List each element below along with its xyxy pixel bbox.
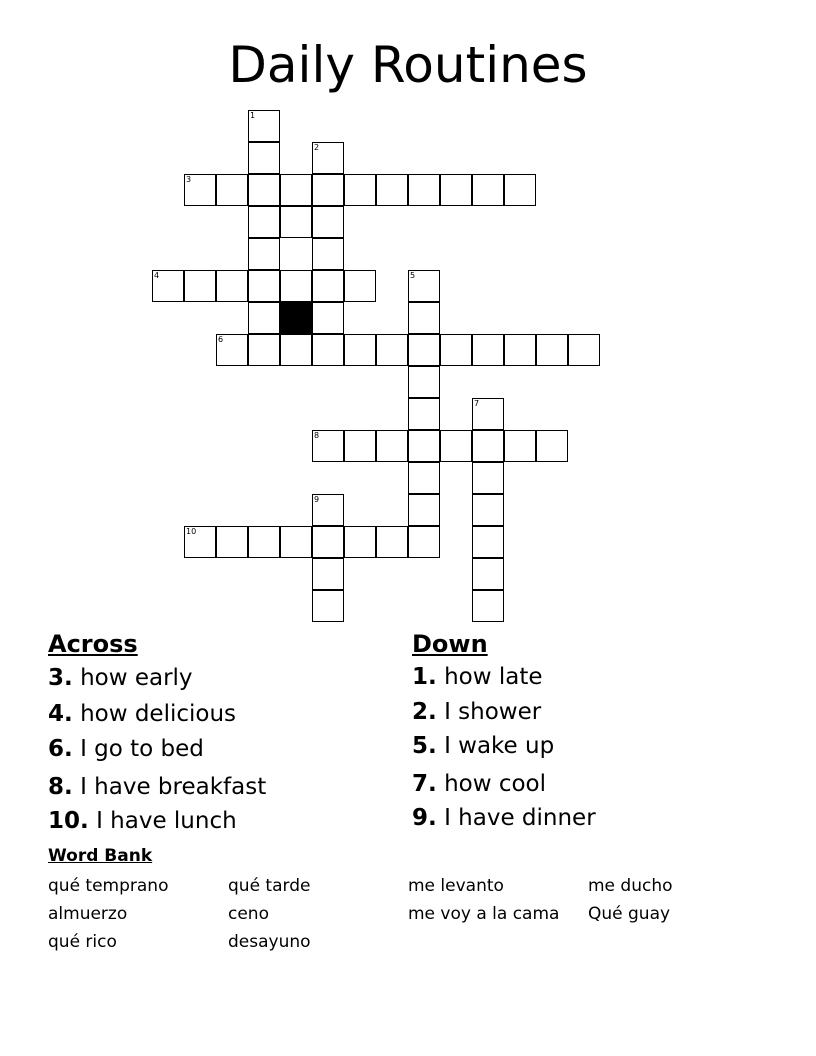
crossword-cell[interactable] [216,334,248,366]
crossword-cell[interactable] [312,206,344,238]
clue-number: 1 [250,111,256,120]
crossword-cell[interactable] [248,142,280,174]
across-clue-3: 3. how early [48,665,193,691]
crossword-cell[interactable] [312,174,344,206]
crossword-cell[interactable] [312,302,344,334]
across-clue-6: 6. I go to bed [48,736,204,762]
crossword-cell[interactable] [472,334,504,366]
crossword-cell[interactable] [312,142,344,174]
crossword-cell[interactable] [376,526,408,558]
crossword-cell[interactable] [280,206,312,238]
crossword-cell[interactable] [440,174,472,206]
crossword-cell[interactable] [504,174,536,206]
crossword-cell[interactable] [280,526,312,558]
crossword-cell[interactable] [472,494,504,526]
crossword-cell[interactable] [248,206,280,238]
crossword-cell[interactable] [312,558,344,590]
crossword-cell[interactable] [312,494,344,526]
crossword-cell[interactable] [376,430,408,462]
crossword-cell[interactable] [312,334,344,366]
down-heading: Down [412,630,488,658]
crossword-cell[interactable] [248,174,280,206]
crossword-cell[interactable] [408,334,440,366]
clue-number: 10 [186,527,197,536]
crossword-cell[interactable] [184,526,216,558]
across-clue-10: 10. I have lunch [48,808,237,834]
crossword-cell[interactable] [408,302,440,334]
crossword-cell[interactable] [184,174,216,206]
across-heading: Across [48,630,138,658]
crossword-cell[interactable] [344,334,376,366]
word-bank-item: qué temprano [48,876,169,896]
crossword-cell[interactable] [344,526,376,558]
crossword-cell[interactable] [248,270,280,302]
page-title: Daily Routines [228,36,588,94]
clue-number: 6 [218,335,224,344]
crossword-cell[interactable] [312,270,344,302]
crossword-cell[interactable] [472,398,504,430]
down-clue-5: 5. I wake up [412,733,555,759]
crossword-cell[interactable] [216,526,248,558]
crossword-cell[interactable] [504,334,536,366]
clue-number: 8 [314,431,320,440]
clue-number: 3 [186,175,192,184]
crossword-cell[interactable] [408,174,440,206]
crossword-cell[interactable] [280,270,312,302]
word-bank-item: me ducho [588,876,673,896]
down-clue-9: 9. I have dinner [412,805,596,831]
crossword-cell[interactable] [472,462,504,494]
crossword-cell[interactable] [472,430,504,462]
crossword-cell[interactable] [280,174,312,206]
clue-number: 5 [410,271,416,280]
crossword-cell[interactable] [408,462,440,494]
crossword-cell[interactable] [312,430,344,462]
word-bank-item: qué tarde [228,876,311,896]
clue-number: 7 [474,399,480,408]
crossword-cell[interactable] [312,526,344,558]
crossword-cell[interactable] [152,270,184,302]
crossword-cell[interactable] [408,430,440,462]
crossword-cell[interactable] [408,366,440,398]
down-clue-7: 7. how cool [412,771,547,797]
crossword-cell[interactable] [504,430,536,462]
crossword-cell[interactable] [248,302,280,334]
crossword-cell[interactable] [472,526,504,558]
word-bank-item: desayuno [228,932,311,952]
crossword-cell[interactable] [472,590,504,622]
crossword-cell[interactable] [568,334,600,366]
word-bank-title: Word Bank [48,846,153,866]
crossword-cell[interactable] [344,430,376,462]
clue-number: 2 [314,143,320,152]
crossword-cell[interactable] [216,270,248,302]
crossword-cell[interactable] [248,334,280,366]
crossword-cell[interactable] [472,174,504,206]
crossword-cell[interactable] [440,430,472,462]
crossword-cell[interactable] [472,558,504,590]
word-bank-item: me voy a la cama [408,904,560,924]
crossword-cell[interactable] [248,238,280,270]
across-clue-8: 8. I have breakfast [48,774,267,800]
crossword-cell[interactable] [408,398,440,430]
crossword-cell[interactable] [408,494,440,526]
crossword-cell[interactable] [376,334,408,366]
crossword-cell[interactable] [344,270,376,302]
crossword-cell[interactable] [280,334,312,366]
crossword-cell[interactable] [408,526,440,558]
crossword-cell[interactable] [184,270,216,302]
crossword-cell[interactable] [408,270,440,302]
crossword-cell[interactable] [536,334,568,366]
down-clue-1: 1. how late [412,664,543,690]
word-bank-item: me levanto [408,876,504,896]
crossword-cell[interactable] [248,526,280,558]
crossword-cell[interactable] [536,430,568,462]
crossword-cell[interactable] [344,174,376,206]
crossword-cell[interactable] [312,238,344,270]
clue-number: 9 [314,495,320,504]
crossword-cell[interactable] [216,174,248,206]
down-clue-2: 2. I shower [412,699,542,725]
word-bank-item: almuerzo [48,904,128,924]
across-clue-4: 4. how delicious [48,701,237,727]
crossword-cell[interactable] [376,174,408,206]
crossword-cell[interactable] [440,334,472,366]
clue-number: 4 [154,271,160,280]
word-bank-item: qué rico [48,932,117,952]
crossword-black-cell [280,302,312,334]
crossword-cell[interactable] [248,110,280,142]
word-bank-item: ceno [228,904,269,924]
word-bank-item: Qué guay [588,904,671,924]
crossword-cell[interactable] [312,590,344,622]
